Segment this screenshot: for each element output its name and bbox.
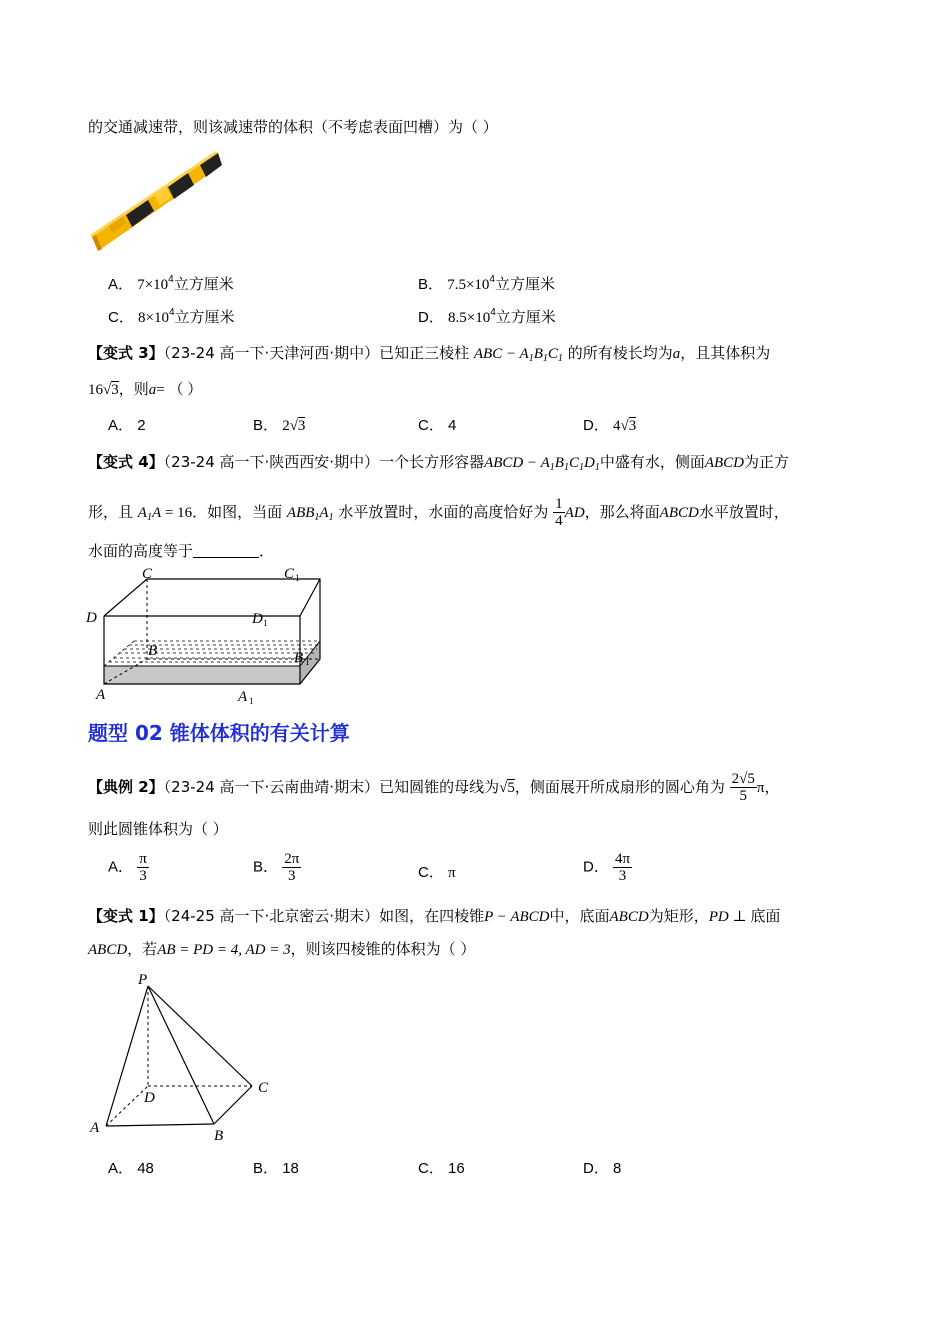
svg-text:1: 1 xyxy=(263,618,268,628)
label-p: P xyxy=(138,972,148,988)
variant1-line1: 【变式 1】（24-25 高一下·北京密云·期末）如图，在四棱锥P − ABCD中，底面ABCD为矩形，PD ⊥ 底面 xyxy=(88,907,781,925)
variant3-option-b: B． 2√3 xyxy=(253,417,306,434)
label-a: A xyxy=(96,687,106,703)
variant1-line2: ABCD，若AB = PD = 4, AD = 3，则该四棱锥的体积为（ ） xyxy=(88,940,476,958)
option-d: D． $8.5\times 10^4$立方厘米 xyxy=(418,307,556,326)
option-a: A． $7\times 10^4$立方厘米 xyxy=(108,274,234,293)
variant3-line2: 16√3，则a= （ ） xyxy=(88,380,203,398)
example2-option-d: D． $\frac{4\pi}{3}$ xyxy=(583,851,631,884)
variant4-line3: 水面的高度等于 ． xyxy=(88,542,275,560)
speed-bump-image xyxy=(88,145,224,255)
svg-text:1: 1 xyxy=(305,657,310,667)
svg-text:1: 1 xyxy=(295,573,300,583)
svg-text:1: 1 xyxy=(249,696,254,706)
label-c: C xyxy=(142,566,153,582)
label-b: B xyxy=(214,1128,224,1144)
label-c1: C xyxy=(284,566,295,582)
example2-line2: 则此圆锥体积为（ ） xyxy=(88,820,228,838)
variant4-line1: 【变式 4】（23-24 高一下·陕西西安·期中）一个长方形容器ABCD − $A_1B_1C_1D_1$中盛有水，侧面ABCD为正方 xyxy=(88,453,790,473)
variant3-line1: 【变式 3】（23-24 高一下·天津河西·期中）已知正三棱柱 ABC − $A_1B_1C_1$ 的所有棱长均为a，且其体积为 xyxy=(88,344,771,364)
variant3-option-d: D． 4√3 xyxy=(583,417,637,434)
label-d: D xyxy=(86,610,97,626)
label-d1: D xyxy=(252,611,263,627)
example2-option-b: B． $\frac{2\pi}{3}$ xyxy=(253,851,300,884)
variant1-option-c: C． 16 xyxy=(418,1160,465,1177)
label-a: A xyxy=(90,1120,100,1136)
variant1-option-a: A． 48 xyxy=(108,1160,154,1177)
label-a1: A xyxy=(238,689,248,705)
variant1-option-d: D． 8 xyxy=(583,1160,622,1177)
variant3-option-c: C． 4 xyxy=(418,417,457,434)
example2-option-a: A． $\frac{\pi}{3}$ xyxy=(108,851,147,884)
variant3-option-a: A． 2 xyxy=(108,417,146,434)
variant1-option-b: B． 18 xyxy=(253,1160,299,1177)
box-figure xyxy=(84,566,324,706)
label-d: D xyxy=(144,1090,155,1106)
water-front xyxy=(104,666,300,684)
option-c: C． $8\times 10^4$立方厘米 xyxy=(108,307,235,326)
variant4-line2: 形，且 $A_1A = 16$．如图，当面 $ABB_1A_1$ 水平放置时，水面的高度恰好为 $\frac{1}{4}$ AD，那么将面ABCD水平放置时， xyxy=(88,496,789,529)
intro-line: 的交通减速带，则该减速带的体积（不考虑表面凹槽）为（ ） xyxy=(88,118,498,136)
example2-line1: 【典例 2】（23-24 高一下·云南曲靖·期末）已知圆锥的母线为√5，侧面展开所成扇形的圆心角为 $\frac{2√5}{5}$ π， xyxy=(88,771,780,804)
option-b: B． $7.5\times 10^4$立方厘米 xyxy=(418,274,555,293)
pyramid-figure xyxy=(84,968,284,1148)
label-b1: B xyxy=(294,650,304,666)
section-heading: 题型 02 锥体体积的有关计算 xyxy=(88,721,350,745)
label-c: C xyxy=(258,1080,269,1096)
example2-option-c: C． π xyxy=(418,864,456,881)
answer-blank xyxy=(193,543,259,558)
label-b: B xyxy=(148,643,158,659)
